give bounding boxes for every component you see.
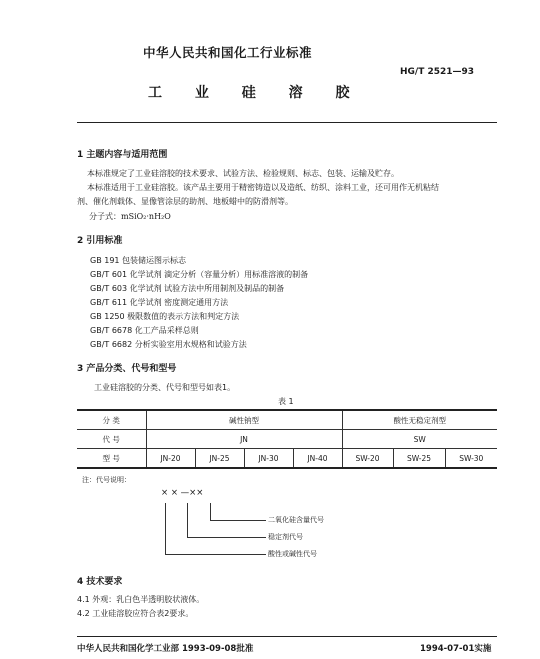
section-1-paragraph-1: 本标准规定了工业硅溶胶的技术要求、试验方法、检验规则、标志、包装、运输及贮存。: [87, 169, 399, 178]
reference-item: GB/T 611 化学试剂 密度测定通用方法: [90, 298, 229, 307]
issuing-authority-title: 中华人民共和国化工行业标准: [143, 45, 313, 60]
footer-rule: [77, 636, 497, 637]
table-row: [77, 410, 497, 430]
code-note-label: 注：代号说明：: [82, 476, 131, 484]
model-cell: JN-40: [293, 449, 342, 469]
model-cell: JN-20: [146, 449, 195, 469]
document-title: 工 业 硅 溶 胶: [148, 85, 364, 101]
reference-item: GB/T 6678 化工产品采样总则: [90, 326, 199, 335]
requirement-item: 4.2 工业硅溶胶应符合表2要求。: [77, 609, 194, 618]
model-cell: SW-20: [342, 449, 393, 469]
molecular-formula: 分子式：mSiO₂·nH₂O: [89, 212, 171, 221]
reference-item: GB/T 601 化学试剂 滴定分析（容量分析）用标准溶液的制备: [90, 270, 309, 279]
legend-acid-alkali-code: 酸性或碱性代号: [268, 550, 317, 558]
acidic-category-cell: 酸性无稳定剂型: [342, 410, 497, 430]
table-caption: 表 1: [278, 397, 294, 406]
header-rule: [77, 122, 497, 123]
row-label-category: 分 类: [77, 410, 146, 430]
standard-code: HG/T 2521—93: [400, 67, 475, 77]
section-3-heading: 3 产品分类、代号和型号: [77, 364, 177, 374]
section-2-heading: 2 引用标准: [77, 236, 123, 246]
row-label-model: 型 号: [77, 449, 146, 469]
reference-item: GB/T 603 化学试剂 试验方法中所用制剂及制品的制备: [90, 284, 285, 293]
section-1-paragraph-2b: 剂、催化剂载体、显像管涂层的助剂、地板蜡中的防滑剂等。: [77, 197, 293, 206]
alkaline-code-cell: JN: [146, 430, 342, 449]
requirement-item: 4.1 外观：乳白色半透明胶状液体。: [77, 595, 205, 604]
model-cell: SW-25: [393, 449, 445, 469]
reference-item: GB/T 6682 分析实验室用水规格和试验方法: [90, 340, 247, 349]
classification-table: [77, 409, 497, 469]
model-cell: SW-30: [445, 449, 497, 469]
reference-item: GB 1250 极限数值的表示方法和判定方法: [90, 312, 240, 321]
row-label-code: 代 号: [77, 430, 146, 449]
reference-item: GB 191 包装储运图示标志: [90, 256, 187, 265]
acidic-code-cell: SW: [342, 430, 497, 449]
approval-line: 中华人民共和国化学工业部 1993-09-08批准: [77, 644, 254, 654]
alkaline-category-cell: 碱性钠型: [146, 410, 342, 430]
model-cell: JN-30: [244, 449, 293, 469]
effective-date: 1994-07-01实施: [420, 644, 492, 654]
table-row: [77, 430, 497, 449]
section-4-heading: 4 技术要求: [77, 577, 123, 587]
section-1-paragraph-2a: 本标准适用于工业硅溶胶。该产品主要用于精密铸造以及造纸、纺织、涂料工业，还可用作无机粘结: [87, 183, 439, 192]
model-cell: JN-25: [195, 449, 244, 469]
section-3-intro: 工业硅溶胶的分类、代号和型号如表1。: [94, 383, 236, 392]
legend-silica-code: 二氧化硅含量代号: [268, 516, 324, 524]
code-pattern: × × —××: [161, 488, 204, 498]
section-1-heading: 1 主题内容与适用范围: [77, 150, 168, 160]
legend-stabilizer-code: 稳定剂代号: [268, 533, 303, 541]
table-row: [77, 449, 497, 469]
